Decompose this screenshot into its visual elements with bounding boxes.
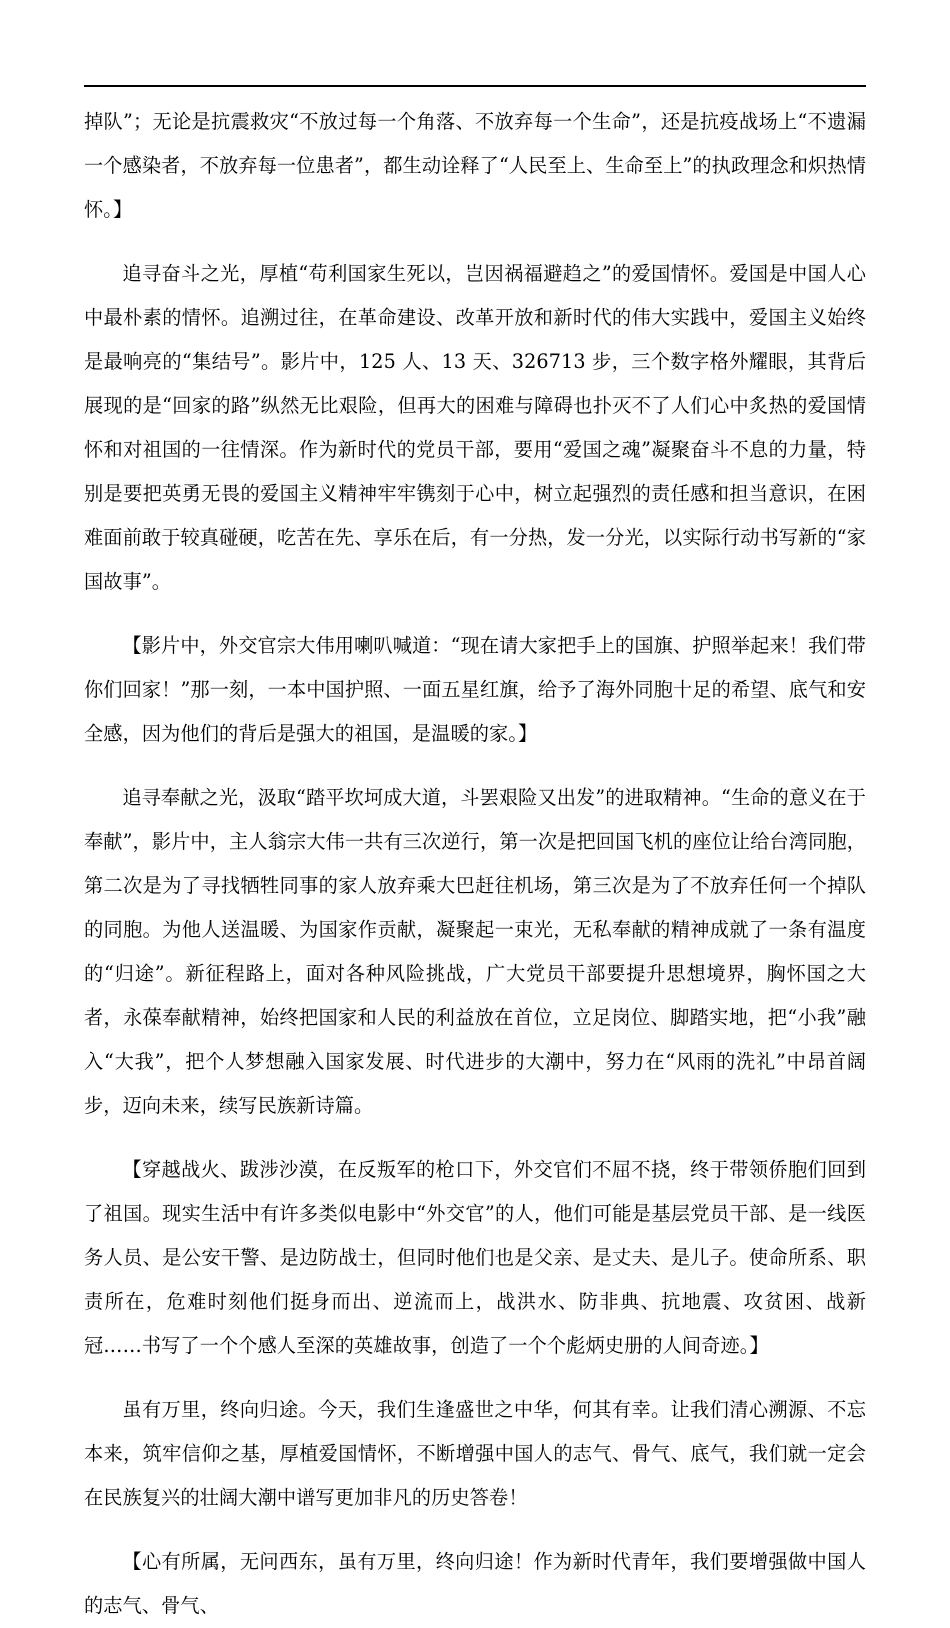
paragraph-fengxian: 追寻奉献之光，汲取“踏平坎坷成大道，斗罢艰险又出发”的进取精神。“生命的意义在于奉献”，影片中，主人翁宗大伟一共有三次逆行，第一次是把回国飞机的座位让给台湾同胞，第二次是为了寻找牺牲同事的家人放弃乘大巴赶往机场，第三次是为了不放弃任何一个掉队的同胞。为他人送温暖、为国家作贡献，凝聚起一束光，无私奉献的精神成就了一条有温度的“归途”。新征程路上，面对各种风险挑战，广大党员干部要提升思想境界，胸怀国之大者，永葆奉献精神，始终把国家和人民的利益放在首位，立足岗位、脚踏实地，把“小我”融入“大我”，把个人梦想融入国家发展、时代进步的大潮中，努力在“风雨的洗礼”中昂首阔步，迈向未来，续写民族新诗篇。: [84, 786, 866, 1117]
paragraph-suiyou-wanli: 虽有万里，终向归途。今天，我们生逢盛世之中华，何其有幸。让我们清心溯源、不忘本来，筑牢信仰之基，厚植爱国情怀，不断增强中国人的志气、骨气、底气，我们就一定会在民族复兴的壮阔大潮中谱写更加非凡的历史答卷！: [84, 1398, 866, 1509]
paragraph-continuation-kouhao: 掉队”；无论是抗震救灾“不放过每一个角落、不放弃每一个生命”，还是抗疫战场上“不遗漏一个感染者，不放弃每一位患者”，都生动诠释了“人民至上、生命至上”的执政理念和炽热情怀。】: [84, 110, 866, 221]
paragraph-xinyousuoshu-quote: 【心有所属，无问西东，虽有万里，终向归途！作为新时代青年，我们要增强做中国人的志气、骨气、: [84, 1550, 866, 1617]
paragraph-fendou: 追寻奋斗之光，厚植“苟利国家生死以，岂因祸福避趋之”的爱国情怀。爱国是中国人心中最朴素的情怀。追溯过往，在革命建设、改革开放和新时代的伟大实践中，爱国主义始终是最响亮的“集结号”。影片中，125 人、13 天、326713 步，三个数字格外耀眼，其背后展现的是“回家的路”纵然无比艰险，但再大的困难与障碍也扑灭不了人们心中炙热的爱国情怀和对祖国的一往情深。作为新时代的党员干部，要用“爱国之魂”凝聚奋斗不息的力量，特别是要把英勇无畏的爱国主义精神牢牢镌刻于心中，树立起强烈的责任感和担当意识，在困难面前敢于较真碰硬，吃苦在先、享乐在后，有一分热，发一分光，以实际行动书写新的“家国故事”。: [84, 262, 866, 593]
document-body-column: [84, 100, 866, 1628]
paragraph-chuanyue-quote: 【穿越战火、跋涉沙漠，在反叛军的枪口下，外交官们不屈不挠，终于带领侨胞们回到了祖国。现实生活中有许多类似电影中“外交官”的人，他们可能是基层党员干部、是一线医务人员、是公安干警、是边防战士，但同时他们也是父亲、是丈夫、是儿子。使命所系、职责所在，危难时刻他们挺身而出、逆流而上，战洪水、防非典、抗地震、攻贫困、战新冠……书写了一个个感人至深的英雄故事，创造了一个个彪炳史册的人间奇迹。】: [84, 1158, 866, 1357]
paragraph-waijiaoguan-quote: 【影片中，外交官宗大伟用喇叭喊道：“现在请大家把手上的国旗、护照举起来！我们带你们回家！”那一刻，一本中国护照、一面五星红旗，给予了海外同胞十足的希望、底气和安全感，因为他们的背后是强大的祖国，是温暖的家。】: [84, 634, 866, 745]
header-divider-rule: [84, 85, 866, 87]
